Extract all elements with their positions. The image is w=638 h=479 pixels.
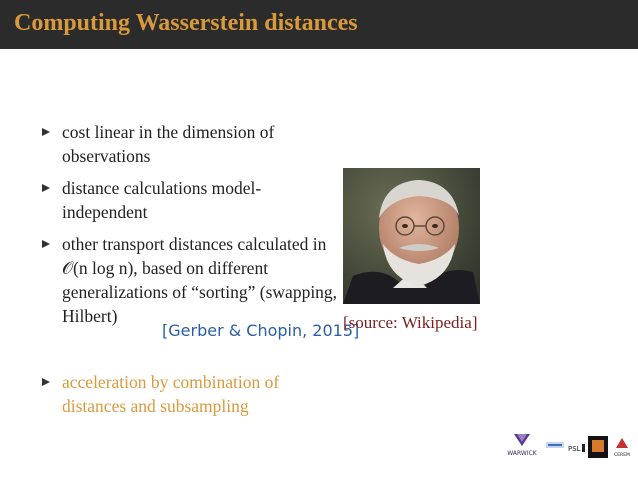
bullet-text: other transport distances calculated in 𝒪(n log n), based on different generalizations of “sorting” (swapping, Hilbert) xyxy=(62,234,338,326)
psl-logo xyxy=(568,444,585,453)
bullet-triangle-icon xyxy=(42,128,50,136)
bullet-item-highlighted xyxy=(42,370,342,418)
bullet-text: distance calculations model-independent xyxy=(62,178,262,222)
institution-logos xyxy=(504,432,634,464)
image-source-caption: [source: Wikipedia] xyxy=(343,313,478,332)
slide-title: Computing Wasserstein distances xyxy=(14,10,358,36)
bullet-text: cost linear in the dimension of observations xyxy=(62,122,275,166)
portrait-image xyxy=(343,168,480,304)
inria-logo xyxy=(546,442,564,448)
dauphine-logo xyxy=(588,436,608,458)
bullet-item xyxy=(42,120,342,168)
warwick-logo xyxy=(507,434,538,457)
citation-link[interactable]: [Gerber & Chopin, 2015] xyxy=(162,321,360,340)
ceremade-logo xyxy=(614,438,630,458)
footer-logos xyxy=(504,432,634,464)
bullet-triangle-icon xyxy=(42,184,50,192)
portrait-drawing xyxy=(343,168,480,304)
bullet-triangle-icon xyxy=(42,378,50,386)
psl-logo-text: PSL xyxy=(568,445,581,453)
title-bar xyxy=(0,0,638,49)
bullet-triangle-icon xyxy=(42,240,50,248)
bullet-text: acceleration by combination of distances and subsampling xyxy=(62,372,280,416)
warwick-logo-text: WARWICK xyxy=(507,450,537,457)
ceremade-logo-text: CEREM xyxy=(614,453,630,458)
bullet-list xyxy=(42,120,342,426)
citation-spacer xyxy=(42,336,342,370)
bullet-item xyxy=(42,176,342,224)
bullet-item xyxy=(42,232,342,328)
